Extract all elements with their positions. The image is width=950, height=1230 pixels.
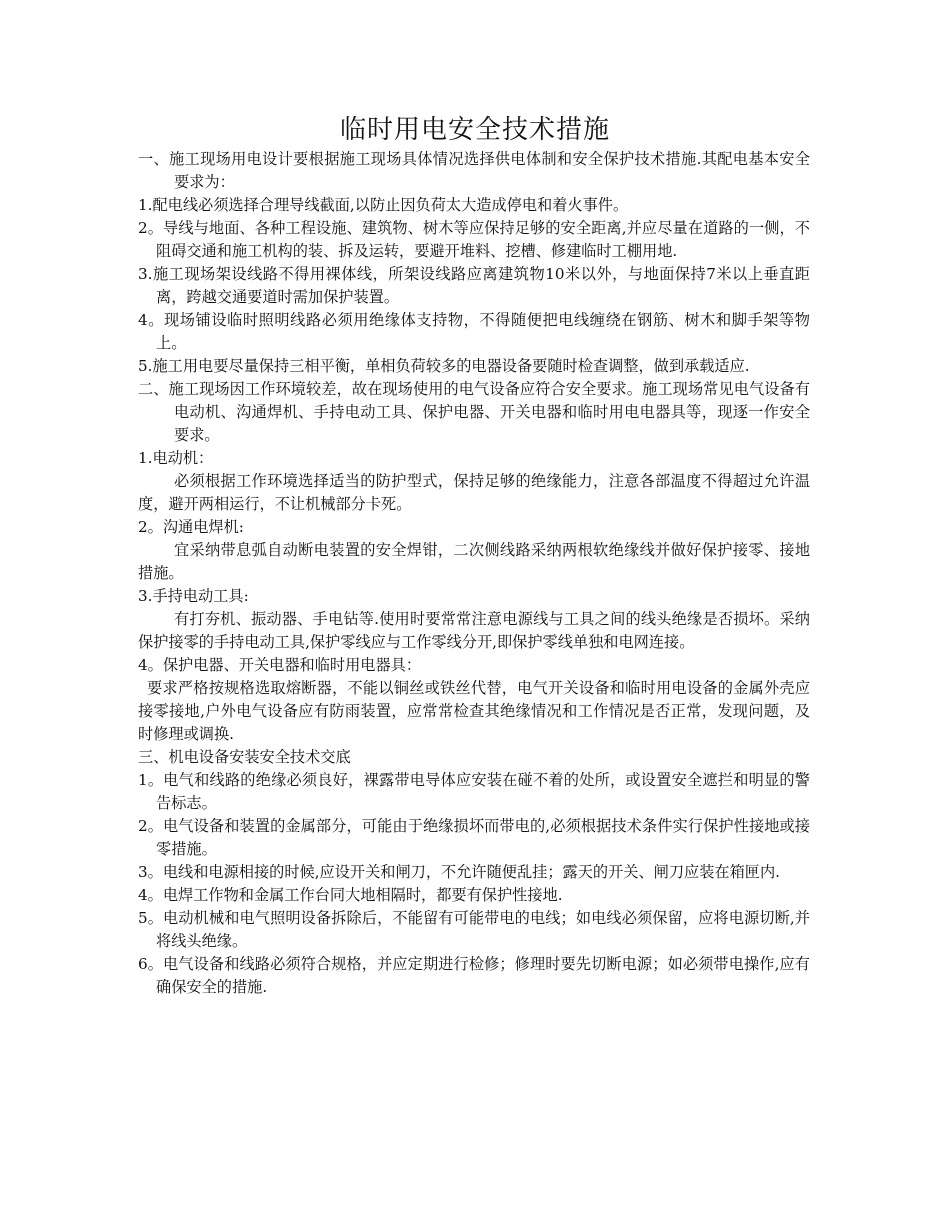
paragraph: 3。电线和电源相接的时候,应设开关和闸刀，不允许随便乱挂；露天的开关、闸刀应装在箱匣内. (138, 863, 781, 881)
paragraph: 宜采纳带息弧自动断电装置的安全焊钳，二次侧线路采纳两根软绝缘线并做好保护接零、接地措施。 (138, 541, 810, 582)
paragraph: 要求严格按规格选取熔断器，不能以铜丝或铁丝代替，电气开关设备和临时用电设备的金属外壳应接零接地,户外电气设备应有防雨装置，应常常检查其绝缘情况和工作情况是否正常，发现问题，及时修理或调换. (138, 679, 810, 743)
paragraph: 4。现场铺设临时照明线路必须用绝缘体支持物，不得随便把电线缠绕在钢筋、树木和脚手架等物上。 (138, 311, 810, 352)
paragraph: 2。沟通电焊机: (138, 518, 244, 536)
paragraph: 2。导线与地面、各种工程设施、建筑物、树木等应保持足够的安全距离,并应尽量在道路的一侧，不阻碍交通和施工机构的装、拆及运转，要避开堆料、挖槽、修建临时工棚用地. (138, 219, 810, 260)
paragraph: 1.配电线必须选择合理导线截面,以防止因负荷太大造成停电和着火事件。 (138, 196, 629, 214)
paragraph: 1。电气和线路的绝缘必须良好，裸露带电导体应安装在碰不着的处所，或设置安全遮拦和明显的警告标志。 (138, 771, 810, 812)
paragraph: 6。电气设备和线路必须符合规格，并应定期进行检修；修理时要先切断电源；如必须带电操作,应有确保安全的措施. (138, 955, 810, 996)
paragraph: 必须根据工作环境选择适当的防护型式，保持足够的绝缘能力，注意各部温度不得超过允许温度，避开两相运行，不让机械部分卡死。 (138, 472, 810, 513)
paragraph: 有打夯机、振动器、手电钻等.使用时要常常注意电源线与工具之间的线头绝缘是否损坏。采纳保护接零的手持电动工具,保护零线应与工作零线分开,即保护零线单独和电网连接。 (138, 610, 810, 651)
paragraph: 3.手持电动工具: (138, 587, 249, 605)
document-title: 临时用电安全技术措施 (339, 115, 610, 145)
paragraph: 一、施工现场用电设计要根据施工现场具体情况选择供电体制和安全保护技术措施.其配电基本安全要求为： (138, 150, 810, 191)
paragraph: 5。电动机械和电气照明设备拆除后，不能留有可能带电的电线；如电线必须保留，应将电源切断,并将线头绝缘。 (138, 909, 810, 950)
paragraph: 4。电焊工作物和金属工作台同大地相隔时，都要有保护性接地. (138, 886, 563, 904)
paragraph: 三、机电设备安装安全技术交底 (138, 748, 351, 766)
paragraph: 二、施工现场因工作环境较差，故在现场使用的电气设备应符合安全要求。施工现场常见电气设备有电动机、沟通焊机、手持电动工具、保护电器、开关电器和临时用电电器具等，现逐一作安全要求。 (138, 380, 810, 444)
document-body (138, 148, 810, 999)
paragraph: 4。保护电器、开关电器和临时用电器具： (138, 656, 422, 674)
paragraph: 1.电动机： (138, 449, 214, 467)
paragraph: 2。电气设备和装置的金属部分，可能由于绝缘损坏而带电的,必须根据技术条件实行保护性接地或接零措施。 (138, 817, 810, 858)
paragraph: 3.施工现场架设线路不得用裸体线，所架设线路应离建筑物10米以外，与地面保持7米以上垂直距离，跨越交通要道时需加保护装置。 (138, 265, 810, 306)
paragraph: 5.施工用电要尽量保持三相平衡，单相负荷较多的电器设备要随时检查调整，做到承载适应. (138, 357, 750, 375)
